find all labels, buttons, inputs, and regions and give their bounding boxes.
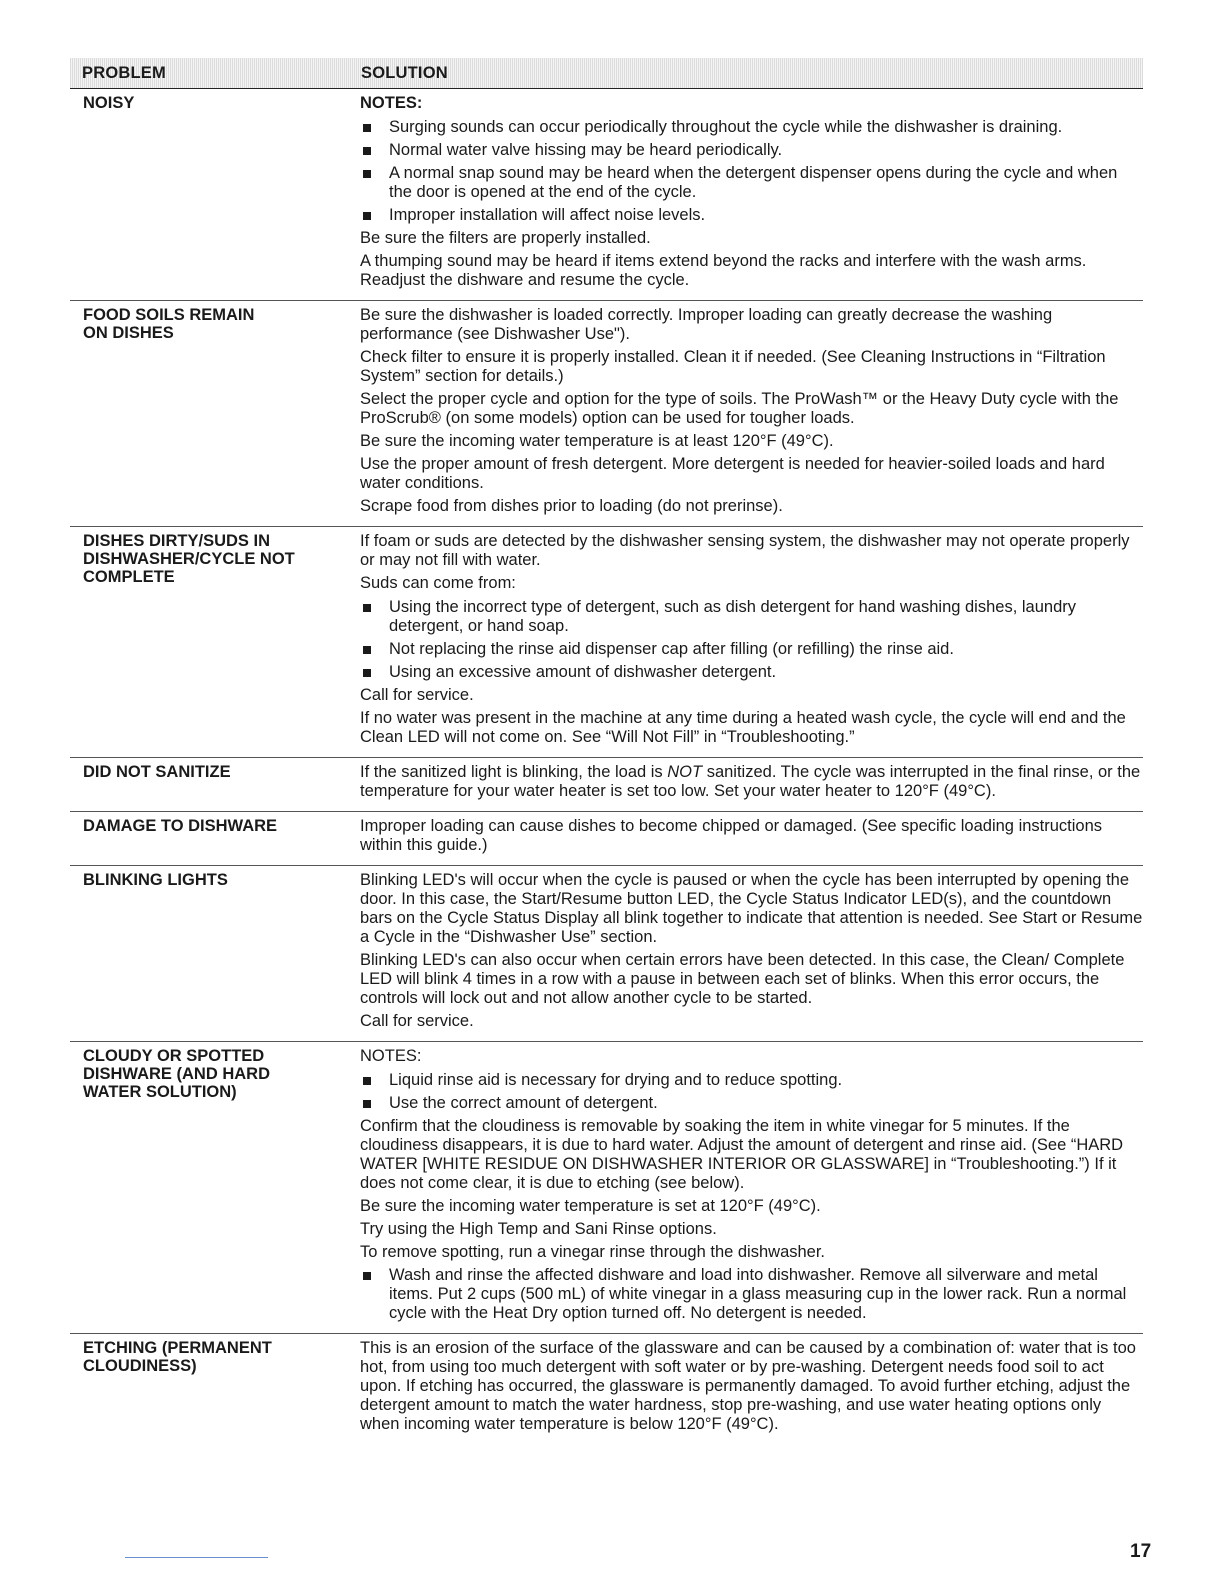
- table-row: [70, 866, 1143, 1042]
- bullet-item: Using the incorrect type of detergent, such as dish detergent for hand washing dishes, laundry detergent, or hand soap.: [360, 598, 1143, 636]
- solution-cell: [360, 94, 1143, 294]
- solution-cell: [360, 817, 1143, 859]
- table-header: [70, 58, 1143, 89]
- problem-column-header: PROBLEM: [82, 64, 166, 82]
- solution-cell: [360, 1047, 1143, 1327]
- solution-paragraph: To remove spotting, run a vinegar rinse through the dishwasher.: [360, 1243, 826, 1261]
- solution-paragraph: This is an erosion of the surface of the glassware and can be caused by a combination of: water that is too hot, from using too much detergent with soft water or by pre-washing. Detergent needs food soil to act upon. If etching has occurred, the glassware is permanently damaged. To avoid further etching, adjust the detergent amount to match the water hardness, stop pre-washing, and use water heating options only when incoming water temperature is below 120°F (49°C).: [360, 1339, 1136, 1433]
- problem-cell: CLOUDY OR SPOTTED DISHWARE (AND HARD WATER SOLUTION): [83, 1047, 270, 1101]
- problem-cell: NOISY: [83, 94, 135, 112]
- solution-paragraph: Blinking LED's will occur when the cycle is paused or when the cycle has been interrupted by opening the door. In this case, the Start/Resume button LED, the Cycle Status Indicator LED(s), and the countdown bars on the Cycle Status Display all blink together to indicate that attention is needed. See Start or Resume a Cycle in the “Dishwasher Use” section.: [360, 871, 1143, 946]
- solution-cell: [360, 871, 1143, 1035]
- solution-cell: [360, 532, 1143, 751]
- notes-label: NOTES:: [360, 94, 423, 112]
- bullet-item: Liquid rinse aid is necessary for drying and to reduce spotting.: [360, 1071, 1143, 1090]
- problem-cell: DISHES DIRTY/SUDS IN DISHWASHER/CYCLE NOT COMPLETE: [83, 532, 295, 586]
- solution-paragraph: Select the proper cycle and option for the type of soils. The ProWash™ or the Heavy Duty cycle with the ProScrub® (on some models) option can be used for tougher loads.: [360, 390, 1119, 427]
- problem-cell: DAMAGE TO DISHWARE: [83, 817, 278, 835]
- solution-paragraph: Call for service.: [360, 686, 474, 704]
- footer-rule: [125, 1557, 268, 1558]
- bullet-item: Wash and rinse the affected dishware and load into dishwasher. Remove all silverware and metal items. Put 2 cups (500 mL) of white vinegar in a glass measuring cup in the lower rack. Run a normal cycle with the Heat Dry option turned off. No detergent is needed.: [360, 1266, 1143, 1323]
- table-row: [70, 758, 1143, 812]
- table-row: [70, 301, 1143, 527]
- table-row: [70, 1334, 1143, 1444]
- solution-paragraph: A thumping sound may be heard if items extend beyond the racks and interfere with the wash arms. Readjust the dishware and resume the cycle.: [360, 252, 1087, 289]
- solution-paragraph: Try using the High Temp and Sani Rinse options.: [360, 1220, 717, 1238]
- problem-cell: DID NOT SANITIZE: [83, 763, 231, 781]
- table-row: [70, 89, 1143, 301]
- table-row: [70, 1042, 1143, 1334]
- table-row: [70, 527, 1143, 758]
- solution-paragraph: Use the proper amount of fresh detergent. More detergent is needed for heavier-soiled loads and hard water conditions.: [360, 455, 1105, 492]
- solution-paragraph: Check filter to ensure it is properly installed. Clean it if needed. (See Cleaning Instructions in “Filtration System” section for details.): [360, 348, 1106, 385]
- table-body: [70, 89, 1143, 1444]
- bullet-item: Normal water valve hissing may be heard periodically.: [360, 141, 1143, 160]
- solution-paragraph: Be sure the filters are properly installed.: [360, 229, 651, 247]
- solution-paragraph: Scrape food from dishes prior to loading (do not prerinse).: [360, 497, 783, 515]
- bullet-item: Improper installation will affect noise levels.: [360, 206, 1143, 225]
- solution-paragraph: Be sure the dishwasher is loaded correctly. Improper loading can greatly decrease the washing performance (see Dishwasher Use").: [360, 306, 1053, 343]
- bullet-item: Surging sounds can occur periodically throughout the cycle while the dishwasher is draining.: [360, 118, 1143, 137]
- problem-cell: BLINKING LIGHTS: [83, 871, 228, 889]
- solution-paragraph: Confirm that the cloudiness is removable by soaking the item in white vinegar for 5 minutes. If the cloudiness disappears, it is due to hard water. Adjust the amount of detergent and rinse aid. (See “HARD WATER [WHITE RESIDUE ON DISHWASHER INTERIOR OR GLASSWARE] in “Troubleshooting.”) If it does not come clear, it is due to etching (see below).: [360, 1117, 1124, 1192]
- notes-label: Suds can come from:: [360, 574, 516, 592]
- troubleshooting-table: [70, 58, 1143, 1444]
- solution-cell: [360, 1339, 1143, 1438]
- solution-column-header: SOLUTION: [361, 64, 448, 82]
- solution-paragraph: If the sanitized light is blinking, the load is NOT sanitized. The cycle was interrupted in the final rinse, or the temperature for your water heater is set too low. Set your water heater to 120°F (49°C).: [360, 763, 1141, 800]
- solution-paragraph: Be sure the incoming water temperature is at least 120°F (49°C).: [360, 432, 834, 450]
- solution-paragraph: Blinking LED's can also occur when certain errors have been detected. In this case, the Clean/ Complete LED will blink 4 times in a row with a pause in between each set of blinks. When this error occurs, the controls will lock out and not allow another cycle to be started.: [360, 951, 1125, 1007]
- solution-paragraph: If foam or suds are detected by the dishwasher sensing system, the dishwasher may not operate properly or may not fill with water.: [360, 532, 1130, 569]
- page-number: 17: [1130, 1541, 1152, 1562]
- solution-paragraph: Improper loading can cause dishes to become chipped or damaged. (See specific loading instructions within this guide.): [360, 817, 1103, 854]
- problem-cell: ETCHING (PERMANENT CLOUDINESS): [83, 1339, 272, 1375]
- bullet-item: Using an excessive amount of dishwasher detergent.: [360, 663, 1143, 682]
- solution-paragraph: If no water was present in the machine at any time during a heated wash cycle, the cycle will end and the Clean LED will not come on. See “Will Not Fill” in “Troubleshooting.”: [360, 709, 1126, 746]
- bullet-item: Not replacing the rinse aid dispenser cap after filling (or refilling) the rinse aid.: [360, 640, 1143, 659]
- table-row: [70, 812, 1143, 866]
- bullet-item: A normal snap sound may be heard when the detergent dispenser opens during the cycle and when the door is opened at the end of the cycle.: [360, 164, 1143, 202]
- solution-cell: [360, 763, 1143, 805]
- bullet-item: Use the correct amount of detergent.: [360, 1094, 1143, 1113]
- problem-cell: FOOD SOILS REMAIN ON DISHES: [83, 306, 255, 342]
- notes-label: NOTES:: [360, 1047, 422, 1065]
- solution-cell: [360, 306, 1143, 520]
- solution-paragraph: Call for service.: [360, 1012, 474, 1030]
- solution-paragraph: Be sure the incoming water temperature is set at 120°F (49°C).: [360, 1197, 821, 1215]
